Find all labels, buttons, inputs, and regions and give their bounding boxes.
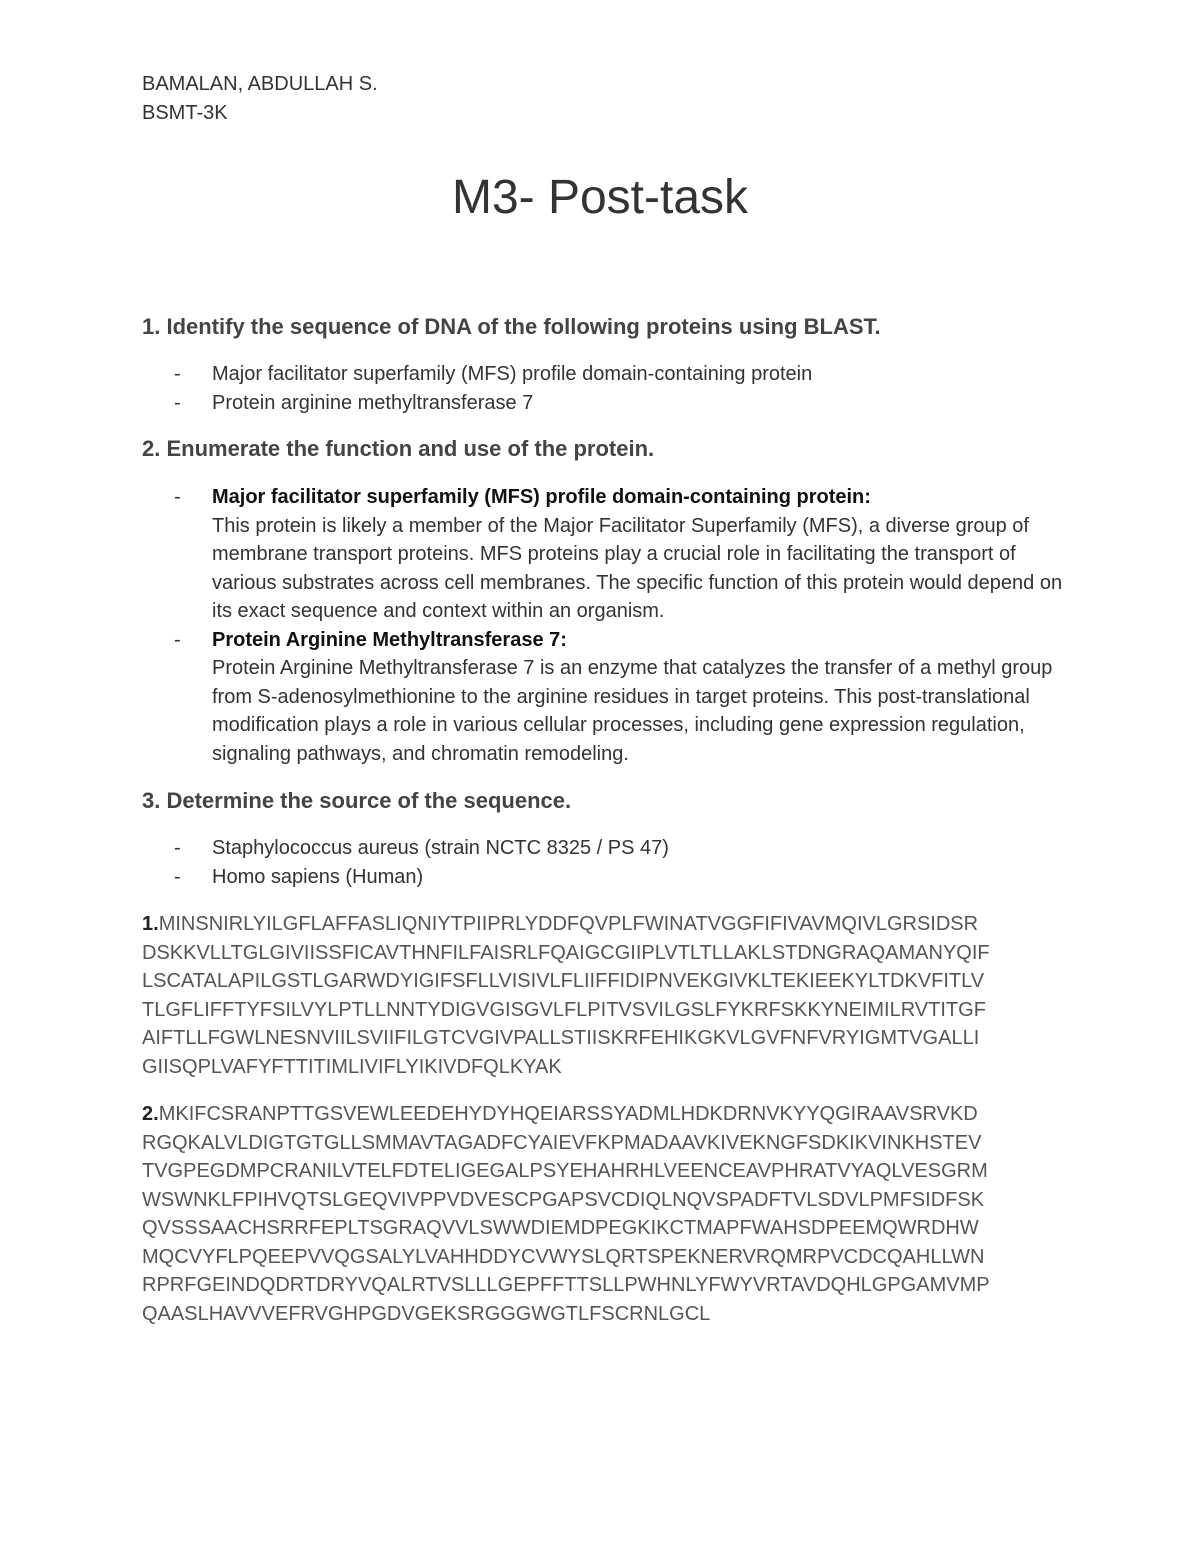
list-item-text: Homo sapiens (Human)	[212, 865, 424, 888]
sequence-line: QAASLHAVVVEFRVGHPGDVGEKSRGGGWGTLFSCRNLGCL	[142, 1302, 711, 1325]
section-name: BSMT-3K	[142, 102, 228, 124]
sequence-line	[142, 910, 1072, 939]
question-1-heading: 1. Identify the sequence of DNA of the following proteins using BLAST.	[142, 314, 881, 339]
sequence-line: MQCVYFLPQEEPVVQGSALYLVAHHDDYCVWYSLQRTSPEKNERVRQMRPVCDCQAHLLWN	[142, 1245, 985, 1268]
question-3-list	[142, 834, 1072, 891]
sequence-number: 2.	[142, 1103, 159, 1125]
sequence-line: AIFTLLFGWLNESNVIILSVIIFILGTCVGIVPALLSTIISKRFEHIKGKVLGVFNFVRYIGMTVGALLI	[142, 1027, 980, 1049]
list-item	[142, 360, 1072, 389]
question-2-heading: 2. Enumerate the function and use of the protein.	[142, 436, 655, 461]
sequence-line: RGQKALVLDIGTGTGLLSMMAVTAGADFCYAIEVFKPMADAAVKIVEKNGFSDKIKVINKHSTEV	[142, 1131, 982, 1154]
question-2-list	[142, 483, 1072, 768]
sequence-line: LSCATALAPILGSTLGARWDYIGIFSFLLVISIVLFLIIFFIDIPNVEKGIVKLTEKIEEKYLTDKVFITLV	[142, 970, 985, 992]
sequence-line: GIISQPLVAFYFTTITIMLIVIFLYIKIVDFQLKYAK	[142, 1055, 562, 1078]
list-item-text: Staphylococcus aureus (strain NCTC 8325 / PS 47)	[212, 837, 669, 859]
sequence-text: MINSNIRLYILGFLAFFASLIQNIYTPIIPRLYDDFQVPLFWINATVGGFIFIVAVMQIVLGRSIDSR	[158, 913, 979, 935]
list-item	[142, 483, 1072, 626]
sequence-line: TLGFLIFFTYFSILVYLPTLLNNTYDIGVGISGVLFLPITVSVILGSLFYKRFSKKYNEIMILRVTITGF	[142, 998, 986, 1021]
question-3-heading: 3. Determine the source of the sequence.	[142, 788, 572, 813]
list-item-label: Protein Arginine Methyltransferase 7:	[212, 628, 567, 651]
list-item-text: This protein is likely a member of the Major Facilitator Superfamily (MFS), a diverse group of membrane transport proteins. MFS proteins play a crucial role in facilitating the transport of various substrates across cell membranes. The specific function of this protein would depend on its exact sequence and context within an organism.	[212, 514, 1063, 622]
dash-bullet: -	[174, 391, 181, 414]
sequence-text: MKIFCSRANPTTGSVEWLEEDEHYDYHQEIARSSYADMLHDKDRNVKYYQGIRAAVSRVKD	[158, 1103, 978, 1125]
list-item-text: Major facilitator superfamily (MFS) profile domain-containing protein	[212, 363, 813, 385]
dash-bullet: -	[174, 628, 181, 651]
list-item-label: Major facilitator superfamily (MFS) profile domain-containing protein:	[212, 486, 871, 508]
sequence-1	[142, 910, 1072, 1081]
list-item	[142, 863, 1072, 892]
list-item	[142, 626, 1072, 769]
sequence-line	[142, 1100, 1072, 1129]
sequence-line: QVSSSAACHSRRFEPLTSGRAQVVLSWWDIEMDPEGKIKCTMAPFWAHSDPEEMQWRDHW	[142, 1217, 979, 1239]
dash-bullet: -	[174, 865, 181, 888]
document-title: M3- Post-task	[451, 171, 749, 224]
list-item	[142, 389, 1072, 418]
sequence-line: RPRFGEINDQDRTDRYVQALRTVSLLLGEPFFTTSLLPWHNLYFWYVRTAVDQHLGPGAMVMP	[142, 1274, 990, 1296]
list-item-text: Protein Arginine Methyltransferase 7 is an enzyme that catalyzes the transfer of a methyl group from S-adenosylmethionine to the arginine residues in target proteins. This post-translational modification plays a role in various cellular processes, including gene expression regulation, signaling pathways, and chromatin remodeling.	[212, 657, 1053, 765]
author-name: BAMALAN, ABDULLAH S.	[142, 73, 378, 95]
sequence-number: 1.	[142, 913, 159, 935]
sequence-2	[142, 1100, 1072, 1328]
list-item	[142, 834, 1072, 863]
question-1-list	[142, 360, 1072, 417]
sequence-line: TVGPEGDMPCRANILVTELFDTELIGEGALPSYEHAHRHLVEENCEAVPHRATVYAQLVESGRM	[142, 1160, 988, 1182]
dash-bullet: -	[174, 486, 181, 508]
list-item-text: Protein arginine methyltransferase 7	[212, 391, 534, 414]
dash-bullet: -	[174, 363, 181, 385]
sequence-line: WSWNKLFPIHVQTSLGEQVIVPPVDVESCPGAPSVCDIQLNQVSPADFTVLSDVLPMFSIDFSK	[142, 1188, 985, 1211]
dash-bullet: -	[174, 837, 181, 859]
sequence-line: DSKKVLLTGLGIVIISSFICAVTHNFILFAISRLFQAIGCGIIPLVTLTLLAKLSTDNGRAQAMANYQIF	[142, 941, 990, 964]
